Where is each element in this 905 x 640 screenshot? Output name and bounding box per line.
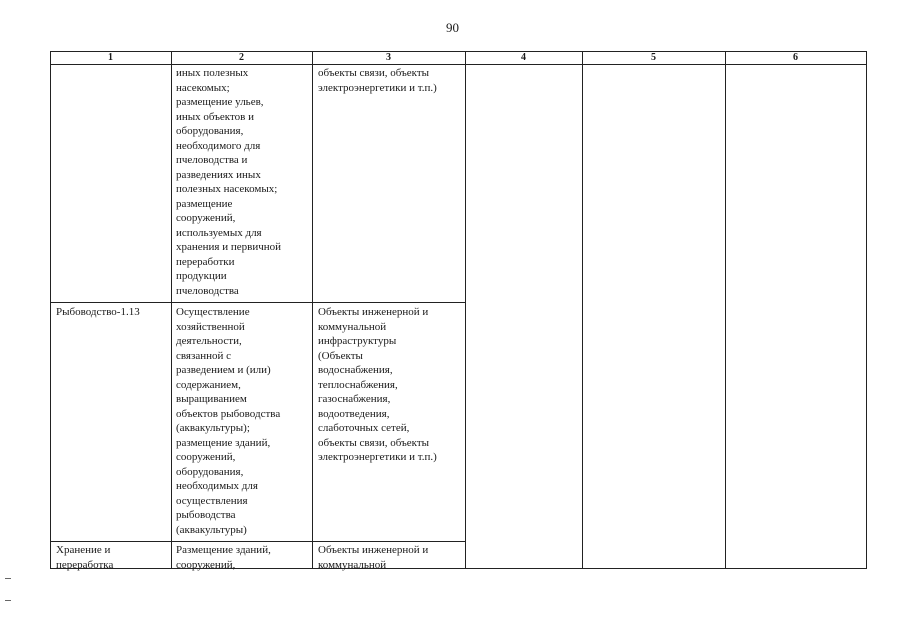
- row3-col2: Размещение зданий, сооружений,: [176, 544, 271, 571]
- header-col-2: 2: [239, 52, 244, 63]
- header-col-6: 6: [793, 52, 798, 63]
- col-border-1: [171, 51, 172, 569]
- row2-col2: Осуществление хозяйственной деятельности, связанной с разведением и (или) содержанием, выращиванием объектов рыбоводства (аквакультуры); размещение зданий, сооружений, оборудования, необходимых для осуществления рыбоводства (аквакультуры): [176, 306, 281, 536]
- col-border-6: [866, 51, 867, 569]
- header-separator: [50, 64, 867, 65]
- scan-mark: [5, 578, 11, 579]
- col-border-2: [312, 51, 313, 569]
- header-col-4: 4: [521, 52, 526, 63]
- col-border-0: [50, 51, 51, 569]
- page-number: 90: [446, 20, 459, 35]
- row3-col1: Хранение и переработка: [56, 544, 114, 571]
- row3-col3: Объекты инженерной и коммунальной: [318, 544, 429, 571]
- col-border-4: [582, 51, 583, 569]
- row2-col1: Рыбоводство-1.13: [56, 306, 140, 318]
- header-col-5: 5: [651, 52, 656, 63]
- col-border-3: [465, 51, 466, 569]
- header-col-1: 1: [108, 52, 113, 63]
- row1-col3: объекты связи, объекты электроэнергетики и т.п.): [318, 67, 437, 94]
- header-col-3: 3: [386, 52, 391, 63]
- row1-col2: иных полезных насекомых; размещение ульев, иных объектов и оборудования, необходимого для пчеловодства и разведениях иных полезных насекомых; размещение сооружений, используемых для хранения и первичной переработки продукции пчеловодства: [176, 67, 282, 297]
- row-separator-1: [50, 302, 465, 303]
- row2-col3: Объекты инженерной и коммунальной инфраструктуры (Объекты водоснабжения, теплоснабжения, газоснабжения, водоотведения, слаботочных сетей, объекты связи, объекты электроэнергетики и т.п.): [318, 306, 437, 463]
- row-separator-2: [50, 541, 465, 542]
- scan-mark: [5, 600, 11, 601]
- col-border-5: [725, 51, 726, 569]
